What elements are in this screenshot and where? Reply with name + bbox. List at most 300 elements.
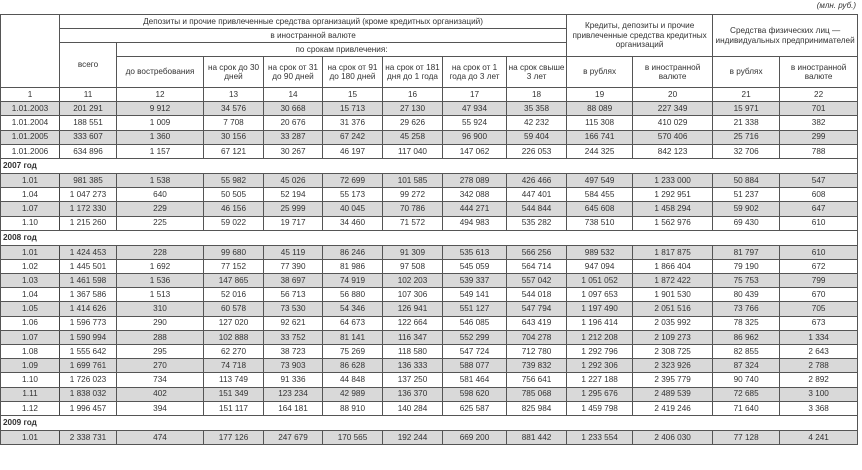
row-date: 1.01.2006: [1, 144, 60, 158]
table-row: [1, 188, 858, 202]
table-cell: 34 576: [204, 102, 264, 116]
table-cell: 299: [780, 130, 858, 144]
table-cell: 625 587: [443, 401, 507, 415]
table-cell: 1 699 761: [60, 359, 117, 373]
table-cell: 62 270: [204, 345, 264, 359]
table-cell: 73 766: [713, 302, 780, 316]
table-row: [1, 302, 858, 316]
table-cell: 136 370: [383, 387, 443, 401]
table-cell: 177 126: [204, 430, 264, 444]
table-cell: 825 984: [507, 401, 567, 415]
table-cell: 1 461 598: [60, 274, 117, 288]
table-cell: 989 532: [567, 245, 633, 259]
table-cell: 140 284: [383, 401, 443, 415]
table-cell: 228: [117, 245, 204, 259]
table-cell: 67 121: [204, 144, 264, 158]
table-cell: 705: [780, 302, 858, 316]
table-cell: 151 117: [204, 401, 264, 415]
table-cell: 545 059: [443, 259, 507, 273]
table-cell: 645 608: [567, 202, 633, 216]
table-cell: 588 077: [443, 359, 507, 373]
row-date: 1.01.2004: [1, 116, 60, 130]
table-cell: 1 536: [117, 274, 204, 288]
table-cell: 1 212 208: [567, 330, 633, 344]
table-cell: 99 680: [204, 245, 264, 259]
table-cell: 45 119: [264, 245, 323, 259]
table-cell: 584 455: [567, 188, 633, 202]
section-row: [1, 158, 858, 173]
table-cell: 557 042: [507, 274, 567, 288]
table-cell: 539 337: [443, 274, 507, 288]
table-cell: 52 016: [204, 288, 264, 302]
table-row: [1, 387, 858, 401]
table-cell: 56 713: [264, 288, 323, 302]
header-total: всего: [60, 43, 117, 88]
table-cell: 447 401: [507, 188, 567, 202]
table-cell: 59 404: [507, 130, 567, 144]
table-cell: 117 040: [383, 144, 443, 158]
column-number-row: [1, 88, 858, 102]
header-individuals-rubles: в рублях: [713, 57, 780, 88]
table-cell: 227 349: [633, 102, 713, 116]
table-cell: 244 325: [567, 144, 633, 158]
column-number: 14: [264, 88, 323, 102]
table-cell: 74 919: [323, 274, 383, 288]
table-cell: 2 643: [780, 345, 858, 359]
column-number: 22: [780, 88, 858, 102]
table-cell: 72 699: [323, 173, 383, 187]
table-cell: 3 368: [780, 401, 858, 415]
table-cell: 552 299: [443, 330, 507, 344]
table-cell: 494 983: [443, 216, 507, 230]
table-cell: 247 679: [264, 430, 323, 444]
table-row: [1, 116, 858, 130]
table-cell: 1 424 453: [60, 245, 117, 259]
table-cell: 394: [117, 401, 204, 415]
row-date: 1.10: [1, 216, 60, 230]
table-cell: 1 196 414: [567, 316, 633, 330]
table-cell: 126 941: [383, 302, 443, 316]
table-row: [1, 102, 858, 116]
table-cell: 32 706: [713, 144, 780, 158]
table-cell: 2 395 779: [633, 373, 713, 387]
table-cell: 1 414 626: [60, 302, 117, 316]
table-cell: 226 053: [507, 144, 567, 158]
table-cell: 81 141: [323, 330, 383, 344]
table-cell: 2 109 273: [633, 330, 713, 344]
table-cell: 170 565: [323, 430, 383, 444]
table-cell: 785 068: [507, 387, 567, 401]
table-cell: 270: [117, 359, 204, 373]
table-cell: 1 051 052: [567, 274, 633, 288]
table-cell: 1 292 306: [567, 359, 633, 373]
table-cell: 91 309: [383, 245, 443, 259]
table-cell: 342 088: [443, 188, 507, 202]
row-date: 1.07: [1, 202, 60, 216]
table-cell: 45 026: [264, 173, 323, 187]
header-181-1y: на срок от 181 дня до 1 года: [383, 57, 443, 88]
table-cell: 19 717: [264, 216, 323, 230]
column-number: 13: [204, 88, 264, 102]
table-cell: 88 089: [567, 102, 633, 116]
header-deposits-group: Депозиты и прочие привлеченные средства организаций (кроме кредитных организаций): [60, 15, 567, 29]
table-cell: 410 029: [633, 116, 713, 130]
column-number: 21: [713, 88, 780, 102]
table-cell: 77 128: [713, 430, 780, 444]
table-cell: 1 901 530: [633, 288, 713, 302]
row-date: 1.04: [1, 288, 60, 302]
table-cell: 86 246: [323, 245, 383, 259]
column-number: 15: [323, 88, 383, 102]
table-cell: 1 233 554: [567, 430, 633, 444]
header-on-demand: до востребования: [117, 57, 204, 88]
table-cell: 640: [117, 188, 204, 202]
table-cell: 1 233 000: [633, 173, 713, 187]
table-cell: 90 740: [713, 373, 780, 387]
table-cell: 25 999: [264, 202, 323, 216]
table-cell: 570 406: [633, 130, 713, 144]
table-cell: 38 697: [264, 274, 323, 288]
table-cell: 3 100: [780, 387, 858, 401]
table-cell: 1 157: [117, 144, 204, 158]
table-cell: 634 896: [60, 144, 117, 158]
table-cell: 55 982: [204, 173, 264, 187]
table-cell: 1 097 653: [567, 288, 633, 302]
table-cell: 1 458 294: [633, 202, 713, 216]
table-cell: 137 250: [383, 373, 443, 387]
column-number: 16: [383, 88, 443, 102]
table-cell: 1 562 976: [633, 216, 713, 230]
table-cell: 201 291: [60, 102, 117, 116]
table-cell: 547: [780, 173, 858, 187]
table-cell: 30 668: [264, 102, 323, 116]
table-cell: 712 780: [507, 345, 567, 359]
table-cell: 21 338: [713, 116, 780, 130]
table-cell: 59 022: [204, 216, 264, 230]
table-cell: 672: [780, 259, 858, 273]
table-cell: 2 892: [780, 373, 858, 387]
table-cell: 310: [117, 302, 204, 316]
row-date: 1.07: [1, 330, 60, 344]
table-cell: 147 865: [204, 274, 264, 288]
table-cell: 1 367 586: [60, 288, 117, 302]
table-cell: 551 127: [443, 302, 507, 316]
table-cell: 643 419: [507, 316, 567, 330]
table-row: [1, 345, 858, 359]
table-cell: 64 673: [323, 316, 383, 330]
table-cell: 192 244: [383, 430, 443, 444]
table-row: [1, 173, 858, 187]
table-cell: 151 349: [204, 387, 264, 401]
table-cell: 1 817 875: [633, 245, 713, 259]
table-cell: 164 181: [264, 401, 323, 415]
table-cell: 295: [117, 345, 204, 359]
table-cell: 1 459 798: [567, 401, 633, 415]
row-date: 1.01.2005: [1, 130, 60, 144]
table-cell: 1 596 773: [60, 316, 117, 330]
table-cell: 881 442: [507, 430, 567, 444]
section-title: 2009 год: [1, 415, 858, 430]
table-row: [1, 401, 858, 415]
table-cell: 229: [117, 202, 204, 216]
table-cell: 166 741: [567, 130, 633, 144]
table-cell: 33 752: [264, 330, 323, 344]
table-cell: 1 838 032: [60, 387, 117, 401]
table-cell: 1 538: [117, 173, 204, 187]
header-over-3y: на срок свыше 3 лет: [507, 57, 567, 88]
table-row: [1, 259, 858, 273]
table-cell: 77 152: [204, 259, 264, 273]
table-cell: 1 590 994: [60, 330, 117, 344]
table-cell: 4 241: [780, 430, 858, 444]
table-cell: 82 855: [713, 345, 780, 359]
row-date: 1.12: [1, 401, 60, 415]
table-cell: 74 718: [204, 359, 264, 373]
table-cell: 73 903: [264, 359, 323, 373]
table-cell: 50 884: [713, 173, 780, 187]
table-cell: 1 866 404: [633, 259, 713, 273]
table-cell: 30 267: [264, 144, 323, 158]
table-cell: 535 613: [443, 245, 507, 259]
column-number: 17: [443, 88, 507, 102]
table-cell: 610: [780, 216, 858, 230]
table-cell: 69 430: [713, 216, 780, 230]
header-individuals-group: Средства физических лиц — индивидуальных предпринимателей: [713, 15, 858, 57]
section-title: 2008 год: [1, 230, 858, 245]
header-by-terms: по срокам привлечения:: [117, 43, 567, 57]
table-cell: 1 334: [780, 330, 858, 344]
table-cell: 444 271: [443, 202, 507, 216]
table-row: [1, 430, 858, 444]
table-cell: 25 716: [713, 130, 780, 144]
table-cell: 86 962: [713, 330, 780, 344]
table-cell: 566 256: [507, 245, 567, 259]
table-cell: 136 333: [383, 359, 443, 373]
table-cell: 86 628: [323, 359, 383, 373]
table-cell: 647: [780, 202, 858, 216]
table-row: [1, 359, 858, 373]
section-row: [1, 415, 858, 430]
unit-label: (млн. руб.): [816, 1, 856, 10]
table-cell: 72 685: [713, 387, 780, 401]
row-date: 1.01.2003: [1, 102, 60, 116]
table-cell: 1 513: [117, 288, 204, 302]
table-cell: 598 620: [443, 387, 507, 401]
row-date: 1.01: [1, 430, 60, 444]
table-cell: 55 173: [323, 188, 383, 202]
table-cell: 15 713: [323, 102, 383, 116]
table-cell: 46 197: [323, 144, 383, 158]
table-cell: 75 753: [713, 274, 780, 288]
table-cell: 54 346: [323, 302, 383, 316]
table-cell: 34 460: [323, 216, 383, 230]
header-credit-rubles: в рублях: [567, 57, 633, 88]
row-date: 1.08: [1, 345, 60, 359]
table-cell: 147 062: [443, 144, 507, 158]
table-cell: 123 234: [264, 387, 323, 401]
table-cell: 101 585: [383, 173, 443, 187]
table-cell: 81 797: [713, 245, 780, 259]
table-cell: 1 197 490: [567, 302, 633, 316]
table-cell: 402: [117, 387, 204, 401]
table-cell: 1 172 330: [60, 202, 117, 216]
table-cell: 71 572: [383, 216, 443, 230]
table-cell: 42 989: [323, 387, 383, 401]
table-cell: 80 439: [713, 288, 780, 302]
table-cell: 2 323 926: [633, 359, 713, 373]
table-cell: 31 376: [323, 116, 383, 130]
table-cell: 1 360: [117, 130, 204, 144]
table-cell: 288: [117, 330, 204, 344]
row-date: 1.01: [1, 245, 60, 259]
table-cell: 1 295 676: [567, 387, 633, 401]
table-cell: 115 308: [567, 116, 633, 130]
row-date: 1.04: [1, 188, 60, 202]
table-cell: 549 141: [443, 288, 507, 302]
table-cell: 1 227 188: [567, 373, 633, 387]
header-foreign-currency: в иностранной валюте: [60, 29, 567, 43]
row-date: 1.06: [1, 316, 60, 330]
table-cell: 544 018: [507, 288, 567, 302]
table-cell: 107 306: [383, 288, 443, 302]
table-cell: 88 910: [323, 401, 383, 415]
table-cell: 38 723: [264, 345, 323, 359]
table-cell: 15 971: [713, 102, 780, 116]
table-cell: 2 489 539: [633, 387, 713, 401]
column-number: 12: [117, 88, 204, 102]
table-cell: 42 232: [507, 116, 567, 130]
table-cell: 474: [117, 430, 204, 444]
table-cell: 70 786: [383, 202, 443, 216]
header-1-3y: на срок от 1 года до 3 лет: [443, 57, 507, 88]
table-row: [1, 245, 858, 259]
table-cell: 30 156: [204, 130, 264, 144]
table-cell: 734: [117, 373, 204, 387]
table-cell: 278 089: [443, 173, 507, 187]
table-cell: 102 888: [204, 330, 264, 344]
table-cell: 547 794: [507, 302, 567, 316]
table-cell: 544 844: [507, 202, 567, 216]
statistics-table: [0, 14, 858, 445]
table-cell: 51 237: [713, 188, 780, 202]
table-cell: 1 872 422: [633, 274, 713, 288]
row-date: 1.10: [1, 373, 60, 387]
table-row: [1, 274, 858, 288]
table-cell: 426 466: [507, 173, 567, 187]
table-cell: 75 269: [323, 345, 383, 359]
table-cell: 2 788: [780, 359, 858, 373]
table-cell: 1 215 260: [60, 216, 117, 230]
column-number: 19: [567, 88, 633, 102]
table-cell: 116 347: [383, 330, 443, 344]
table-row: [1, 130, 858, 144]
table-cell: 739 832: [507, 359, 567, 373]
table-row: [1, 316, 858, 330]
table-row: [1, 288, 858, 302]
table-cell: 81 986: [323, 259, 383, 273]
table-cell: 33 287: [264, 130, 323, 144]
column-number: 11: [60, 88, 117, 102]
table-cell: 535 282: [507, 216, 567, 230]
table-cell: 2 419 246: [633, 401, 713, 415]
table-cell: 77 390: [264, 259, 323, 273]
table-cell: 20 676: [264, 116, 323, 130]
table-cell: 71 640: [713, 401, 780, 415]
table-cell: 45 258: [383, 130, 443, 144]
header-91-180: на срок от 91 до 180 дней: [323, 57, 383, 88]
row-date: 1.01: [1, 173, 60, 187]
table-cell: 1 047 273: [60, 188, 117, 202]
section-row: [1, 230, 858, 245]
table-cell: 79 190: [713, 259, 780, 273]
table-cell: 981 385: [60, 173, 117, 187]
table-cell: 547 724: [443, 345, 507, 359]
column-number: 20: [633, 88, 713, 102]
column-number: 1: [1, 88, 60, 102]
table-cell: 188 551: [60, 116, 117, 130]
row-date: 1.09: [1, 359, 60, 373]
table-cell: 2 051 516: [633, 302, 713, 316]
table-cell: 756 641: [507, 373, 567, 387]
table-cell: 55 924: [443, 116, 507, 130]
table-cell: 46 156: [204, 202, 264, 216]
table-cell: 1 996 457: [60, 401, 117, 415]
table-cell: 29 626: [383, 116, 443, 130]
header-credit-foreign: в иностранной валюте: [633, 57, 713, 88]
table-cell: 1 009: [117, 116, 204, 130]
table-cell: 788: [780, 144, 858, 158]
table-cell: 581 464: [443, 373, 507, 387]
table-cell: 113 749: [204, 373, 264, 387]
column-number: 18: [507, 88, 567, 102]
table-cell: 2 406 030: [633, 430, 713, 444]
header-individuals-foreign: в иностранной валюте: [780, 57, 858, 88]
table-row: [1, 144, 858, 158]
table-cell: 60 578: [204, 302, 264, 316]
table-cell: 102 203: [383, 274, 443, 288]
table-cell: 564 714: [507, 259, 567, 273]
table-row: [1, 330, 858, 344]
table-cell: 799: [780, 274, 858, 288]
table-cell: 67 242: [323, 130, 383, 144]
table-cell: 47 934: [443, 102, 507, 116]
table-row: [1, 216, 858, 230]
table-cell: 670: [780, 288, 858, 302]
row-date: 1.11: [1, 387, 60, 401]
header-31-90: на срок от 31 до 90 дней: [264, 57, 323, 88]
table-cell: 35 358: [507, 102, 567, 116]
table-cell: 738 510: [567, 216, 633, 230]
table-cell: 91 336: [264, 373, 323, 387]
table-row: [1, 202, 858, 216]
table-cell: 704 278: [507, 330, 567, 344]
section-title: 2007 год: [1, 158, 858, 173]
table-cell: 382: [780, 116, 858, 130]
table-cell: 2 308 725: [633, 345, 713, 359]
table-cell: 27 130: [383, 102, 443, 116]
table-cell: 87 324: [713, 359, 780, 373]
table-cell: 608: [780, 188, 858, 202]
table-cell: 2 035 992: [633, 316, 713, 330]
table-cell: 44 848: [323, 373, 383, 387]
table-cell: 59 902: [713, 202, 780, 216]
table-cell: 52 194: [264, 188, 323, 202]
table-cell: 40 045: [323, 202, 383, 216]
table-cell: 97 508: [383, 259, 443, 273]
table-cell: 669 200: [443, 430, 507, 444]
table-cell: 2 338 731: [60, 430, 117, 444]
table-cell: 1 292 951: [633, 188, 713, 202]
